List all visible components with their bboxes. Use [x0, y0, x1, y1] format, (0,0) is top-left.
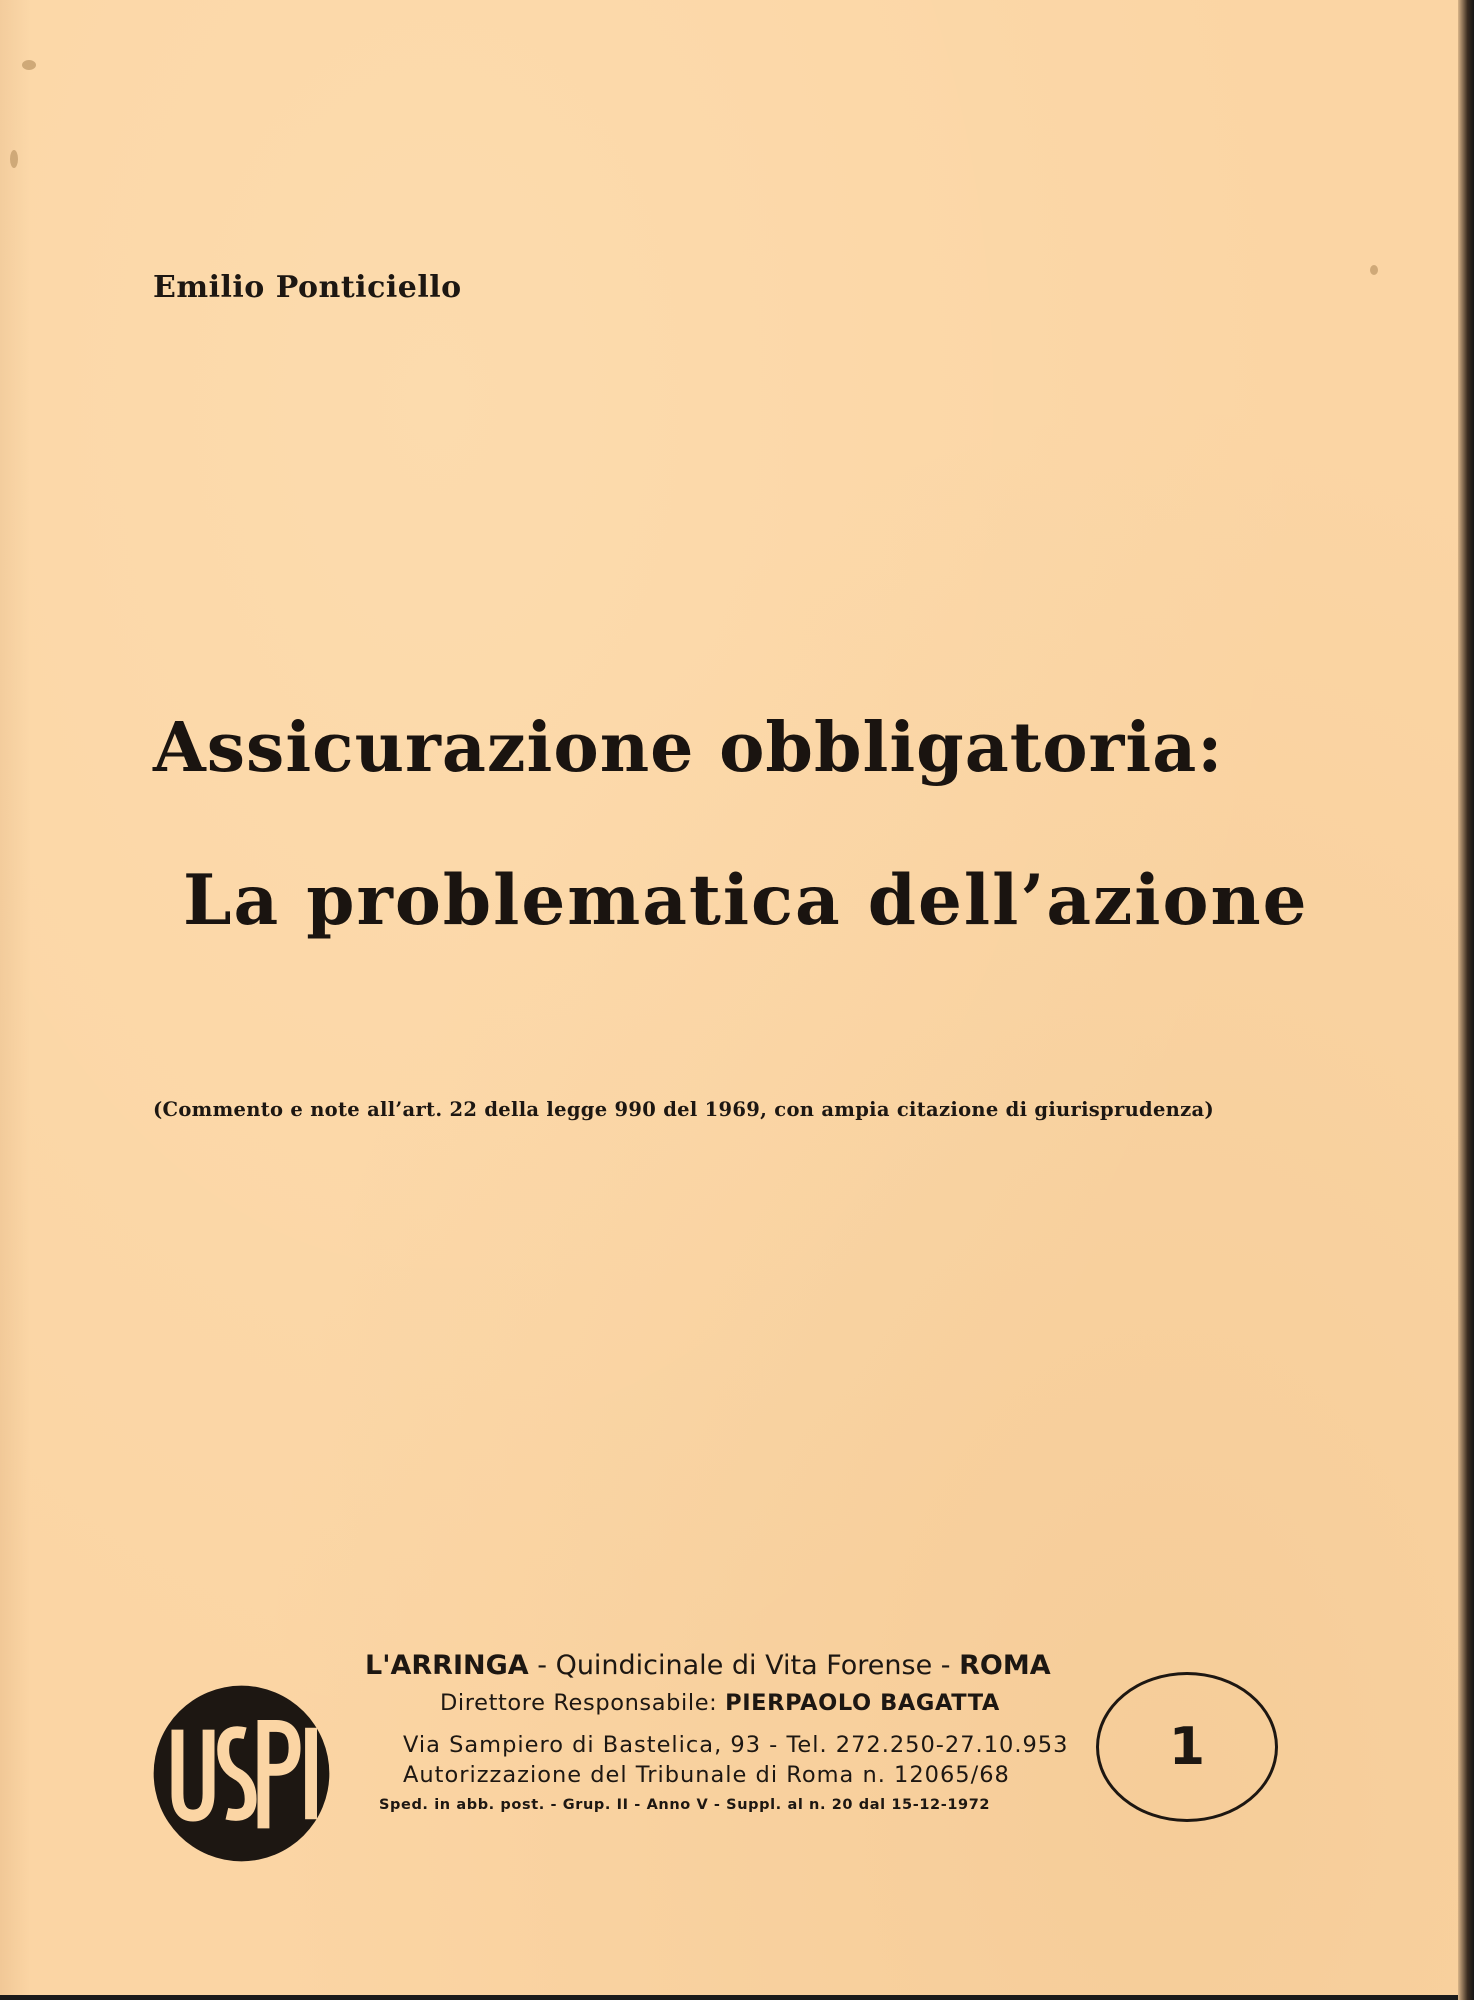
publisher-city: ROMA — [959, 1650, 1051, 1681]
publisher-description: - Quindicinale di Vita Forense - — [528, 1650, 960, 1681]
title-line-2: La problematica dell’azione — [183, 860, 1309, 941]
publisher-authorization: Autorizzazione del Tribunale di Roma n. 12065/68 — [403, 1762, 1010, 1788]
publisher-address: Via Sampiero di Bastelica, 93 - Tel. 272.250-27.10.953 — [403, 1732, 1069, 1758]
paper-stain — [1370, 265, 1378, 275]
director-line — [440, 1690, 1000, 1716]
issue-number: 1 — [1168, 1717, 1206, 1777]
issue-number-badge — [1096, 1672, 1278, 1822]
publisher-name: L'ARRINGA — [365, 1650, 529, 1681]
paper-stain — [22, 60, 36, 70]
subtitle: (Commento e note all’art. 22 della legge 990 del 1969, con ampia citazione di giurisprudenza) — [153, 1098, 1214, 1121]
uspi-logo — [150, 1682, 333, 1865]
director-name: PIERPAOLO BAGATTA — [725, 1690, 1000, 1716]
publisher-shipping: Sped. in abb. post. - Grup. II - Anno V - Suppl. al n. 20 dal 15-12-1972 — [379, 1797, 991, 1813]
title-line-1: Assicurazione obbligatoria: — [153, 708, 1224, 788]
author-name: Emilio Ponticiello — [153, 270, 462, 305]
director-label: Direttore Responsabile: — [440, 1690, 726, 1716]
book-edge — [1458, 0, 1474, 2000]
publisher-title-line — [365, 1650, 1051, 1681]
paper-stain — [10, 150, 18, 168]
